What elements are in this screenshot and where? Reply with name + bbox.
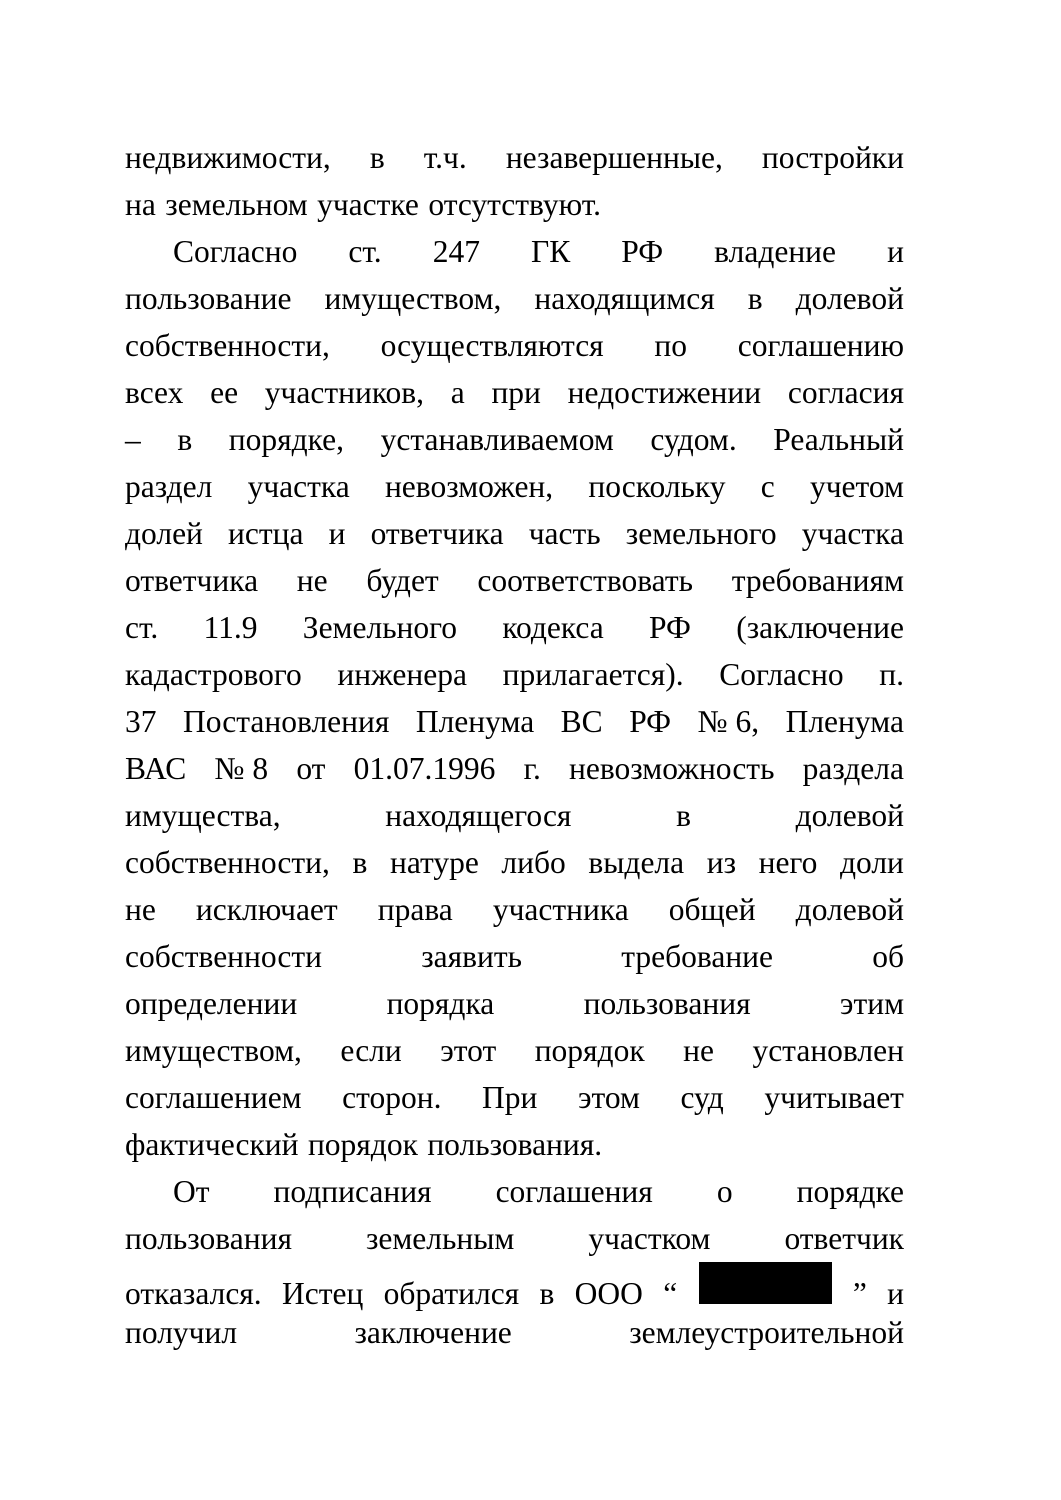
word: – [125,422,141,457]
word: поскольку [588,469,726,504]
word: установлен [752,1033,904,1068]
word: Согласно [719,657,844,692]
word: учетом [809,469,904,504]
word: участника [492,892,629,927]
word: порядке [796,1174,904,1209]
document-line [125,1168,904,1215]
document-line [125,1027,904,1074]
word: участке [317,187,419,222]
document-line [125,1074,904,1121]
word: РФ [649,610,691,645]
word: всех [125,375,184,410]
word: собственности, [125,328,330,363]
word: этом [577,1080,640,1115]
word: РФ [629,704,672,739]
document-line [125,698,904,745]
document-line [125,1262,904,1309]
word: Земельного [302,610,458,645]
word: инженера [337,657,467,692]
word: имуществом, [125,1033,302,1068]
word: невозможен, [384,469,554,504]
word: раздела [802,751,904,786]
word: соглашением [125,1080,302,1115]
document-line [125,604,904,651]
word: в [369,140,385,175]
word: участников, [264,375,425,410]
word: соответствовать [477,563,693,598]
word: от [296,751,326,786]
word: Пленума [415,704,535,739]
word: (заключение [736,610,904,645]
word: п. [879,657,904,692]
word: получил [125,1315,238,1350]
document-line [125,745,904,792]
word: земельного [625,516,777,551]
word: по [654,328,688,363]
word: кодекса [502,610,604,645]
word: в [676,798,691,833]
word: ГК [530,234,571,269]
document-line [125,416,904,463]
word: недостижении [567,375,762,410]
document-line [125,792,904,839]
word: ВС [560,704,603,739]
word: имущества, [125,798,281,833]
word: раздел [125,469,213,504]
word: долей [125,516,203,551]
word: ответчика [370,516,504,551]
word: пользования [583,986,751,1021]
word: сторон. [342,1080,442,1115]
word: 247 [432,234,480,269]
word: участка [801,516,904,551]
word: суд [680,1080,724,1115]
word: порядка [386,986,495,1021]
document-line [125,1121,904,1168]
document-line [125,886,904,933]
word: при [491,375,541,410]
document-line [125,369,904,416]
word: согласия [787,375,904,410]
document-line [125,980,904,1027]
word: невозможность [569,751,775,786]
word: ” [852,1276,867,1311]
word: владение [714,234,837,269]
word: требованиям [731,563,904,598]
word: долевой [795,281,904,316]
word: ст. [348,234,382,269]
word: земельном [165,187,308,222]
word: устанавливаемом [380,422,614,457]
word: Реальный [773,422,904,457]
word: г. [523,751,541,786]
word: 11.9 [203,610,258,645]
word: в [747,281,763,316]
word: прилагается). [502,657,684,692]
word: имуществом, [324,281,502,316]
word: пользования. [427,1127,603,1162]
word: Согласно [173,234,298,269]
word: и [887,1276,904,1311]
word: порядке, [228,422,345,457]
word: При [482,1080,538,1115]
document-line [125,1215,904,1262]
word: находящимся [534,281,715,316]
word: фактический [125,1127,299,1162]
word: находящегося [385,798,572,833]
document-line [125,510,904,557]
word: собственности, [125,845,330,880]
word: порядок [534,1033,645,1068]
document-line [125,181,904,228]
word: отказался. [125,1276,262,1311]
word: Постановления [182,704,390,739]
word: в [539,1276,555,1311]
word: этот [440,1033,497,1068]
word: Пленума [785,704,904,739]
word: него [758,845,818,880]
word: подписания [273,1174,432,1209]
word: долевой [795,892,904,927]
document-line [125,228,904,275]
word: постройки [761,140,904,175]
word: От [173,1174,210,1209]
word: часть [528,516,601,551]
word: на [125,187,156,222]
word: пользование [125,281,292,316]
word: недвижимости, [125,140,331,175]
word: требование [621,939,774,974]
word: если [340,1033,402,1068]
word: будет [366,563,439,598]
word: натуре [389,845,479,880]
word: ООО [574,1276,643,1311]
word: соглашения [495,1174,653,1209]
word: обратился [383,1276,520,1311]
document-line [125,275,904,322]
document-line [125,322,904,369]
word: исключает [195,892,338,927]
document-line [125,134,904,181]
word: в [352,845,368,880]
word: доли [839,845,904,880]
word: о [716,1174,733,1209]
word: об [872,939,904,974]
word: в [177,422,193,457]
word: и [887,234,904,269]
word: либо [501,845,566,880]
word: и [328,516,346,551]
document-line [125,651,904,698]
word: РФ [621,234,664,269]
word: истца [228,516,304,551]
document-line [125,933,904,980]
word: права [377,892,453,927]
word: осуществляются [380,328,604,363]
word: не [125,892,156,927]
word: ее [210,375,239,410]
word: “ [663,1276,678,1311]
document-text-column [125,134,904,1356]
word: землеустроительной [629,1315,904,1350]
document-line [125,557,904,604]
word: определении [125,986,298,1021]
word: учитывает [764,1080,904,1115]
word: участком [588,1221,711,1256]
word: ст. [125,610,159,645]
document-line [125,463,904,510]
word: судом. [650,422,737,457]
word: этим [839,986,904,1021]
word: Истец [282,1276,364,1311]
word: 37 [125,704,157,739]
word: ВАС [125,751,187,786]
word: не [683,1033,714,1068]
word: ответчика [125,563,259,598]
document-line [125,839,904,886]
word: не [296,563,328,598]
word: пользования [125,1221,292,1256]
word: заключение [354,1315,512,1350]
word: общей [668,892,756,927]
word: незавершенные, [505,140,723,175]
word: долевой [795,798,904,833]
word: заявить [421,939,523,974]
word: выдела [588,845,685,880]
word: земельным [365,1221,515,1256]
word: кадастрового [125,657,302,692]
word: отсутствуют. [428,187,601,222]
word: а [450,375,465,410]
word: участка [247,469,350,504]
word: № 6, [697,704,760,739]
word: № 8 [214,751,269,786]
word: порядок [307,1127,418,1162]
word: из [706,845,737,880]
redaction-bar [699,1262,832,1304]
word: т.ч. [423,140,467,175]
word: соглашению [737,328,904,363]
word: 01.07.1996 [353,751,496,786]
word: ответчик [784,1221,904,1256]
word: с [760,469,775,504]
word: собственности [125,939,323,974]
